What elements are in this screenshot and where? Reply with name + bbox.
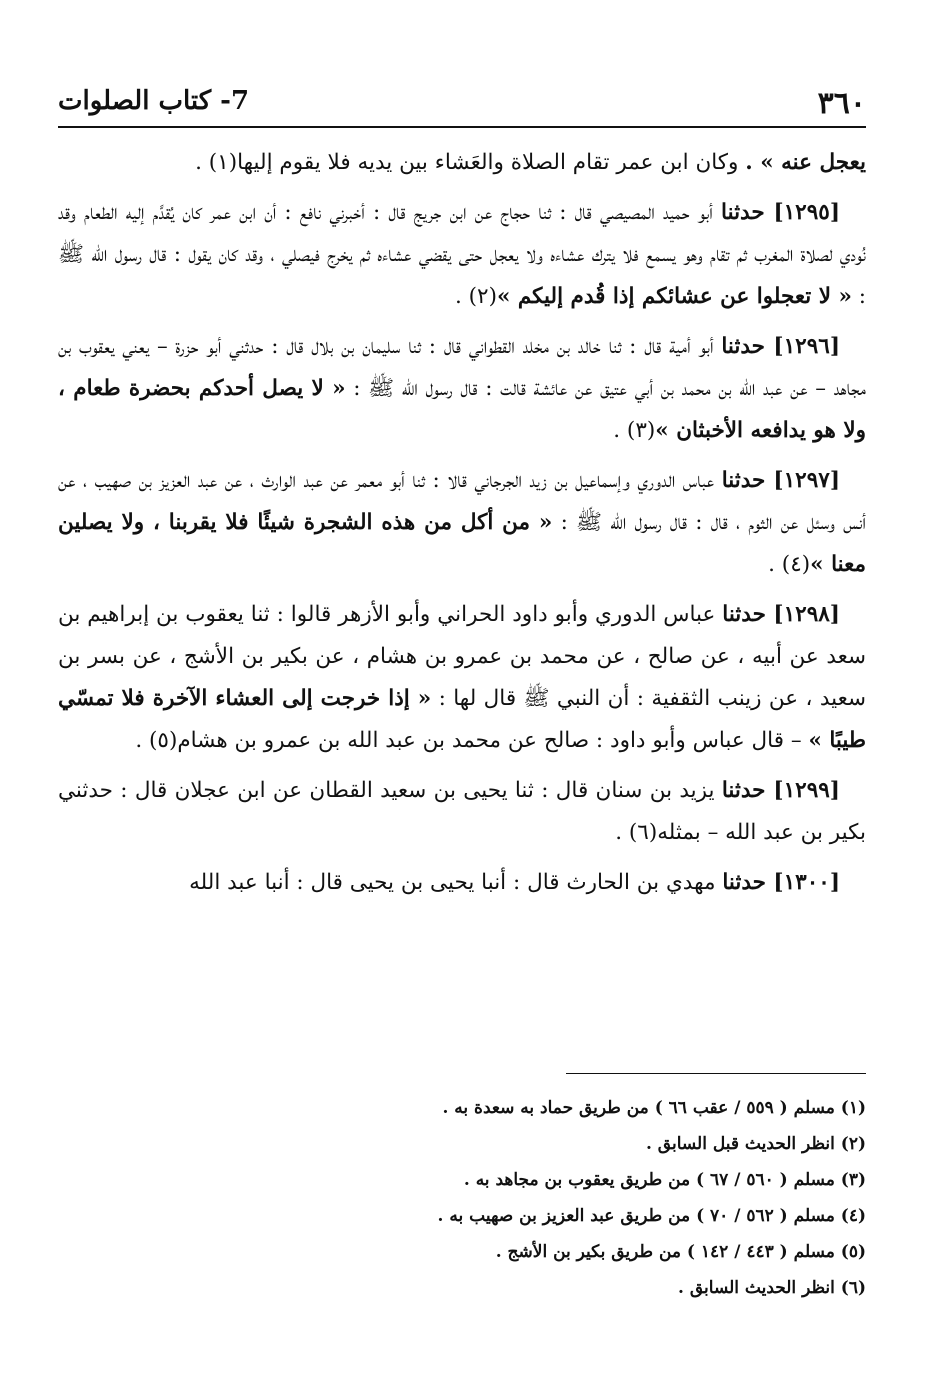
hadith-text: عباس الدوري وإسماعيل بن زيد الجرجاني قالا : ثنا أبو معمر عن عبد الوارث ، عن عبد العزيز بن صهيب ، عن أنس وسئل عن الثوم ، قال : قال رسول الله ﷺ : <box>58 468 866 535</box>
hadith-quote: « لا يصل أحدكم بحضرة طعام ، ولا هو يدافعه الأخبثان » <box>58 376 866 443</box>
hadith-number: [١٣٠٠] <box>773 870 840 895</box>
page-header <box>58 80 866 128</box>
hadith-opener: حدثنا <box>721 468 774 493</box>
hadith-tail: – قال عباس وأبو داود : صالح عن محمد بن عبد الله بن عمرو بن هشام(٥) . <box>135 728 809 753</box>
hadith-tail: (٣) . <box>613 418 656 443</box>
hadith-opener: حدثنا <box>721 200 774 225</box>
hadith-text: أبو أمية قال : ثنا خالد بن مخلد القطواني قال : ثنا سليمان بن بلال قال : حدثني أبو حزرة – يعني يعقوب بن مجاهد – عن عبد الله بن محمد بن أبي عتيق عن عائشة قالت : قال رسول الله ﷺ : <box>58 334 866 401</box>
hadith-quote: « إذا خرجت إلى العشاء الآخرة فلا تمسّي طيبًا » <box>58 686 866 753</box>
hadith-opener: حدثنا <box>721 778 774 803</box>
hadith-1297 <box>58 460 866 586</box>
hadith-opener: حدثنا <box>721 334 774 359</box>
paragraph-continuation <box>58 142 866 184</box>
hadith-1298 <box>58 594 866 762</box>
hadith-text: مهدي بن الحارث قال : أنبا يحيى بن يحيى قال : أنبا عبد الله <box>189 870 723 895</box>
hadith-text: عباس الدوري وأبو داود الحراني وأبو الأزهر قالوا : ثنا يعقوب بن إبراهيم بن سعد عن أبيه ، عن صالح ، عن محمد بن عمرو بن هشام ، عن بكير بن الأشج ، عن بسر بن سعيد ، عن زينب الثقفية : أن النبي ﷺ قال لها : <box>58 602 866 711</box>
hadith-1296 <box>58 326 866 452</box>
hadith-opener: حدثنا <box>722 870 774 895</box>
footnote-2: (٢) انظر الحديث قبل السابق . <box>645 1134 866 1154</box>
footnotes <box>58 1090 866 1306</box>
hadith-text: يزيد بن سنان قال : ثنا يحيى بن سعيد القطان عن ابن عجلان قال : حدثني بكير بن عبد الله – بمثله(٦) . <box>58 778 866 845</box>
paragraph-text: وكان ابن عمر تقام الصلاة والعَشاء بين يديه فلا يقوم إليها(١) . <box>195 150 746 175</box>
hadith-1299 <box>58 770 866 854</box>
book-page <box>58 80 866 1298</box>
hadith-quote: « من أكل من هذه الشجرة شيئًا فلا يقربنا ، ولا يصلين معنا » <box>58 510 866 577</box>
hadith-number: [١٢٩٥] <box>773 200 841 225</box>
footnote-1: (١) مسلم ( ٥٥٩ / عقب ٦٦ ) من طريق حماد به سعدة به . <box>442 1098 866 1118</box>
footnote-6: (٦) انظر الحديث السابق . <box>678 1278 866 1298</box>
hadith-quote: « لا تعجلوا عن عشائكم إذا قُدم إليكم » <box>496 284 852 309</box>
hadith-opener: حدثنا <box>722 602 774 627</box>
hadith-tail: (٢) . <box>454 284 497 309</box>
hadith-1295 <box>58 192 866 318</box>
hadith-number: [١٢٩٦] <box>773 334 840 359</box>
footnote-3: (٣) مسلم ( ٥٦٠ / ٦٧ ) من طريق يعقوب بن مجاهد به . <box>463 1170 866 1190</box>
paragraph-lead: يعجل عنه » . <box>745 150 866 175</box>
footnote-divider <box>566 1073 866 1074</box>
footnote-4: (٤) مسلم ( ٥٦٢ / ٧٠ ) من طريق عبد العزيز بن صهيب به . <box>437 1206 866 1226</box>
hadith-1300 <box>58 862 866 904</box>
hadith-number: [١٢٩٨] <box>773 602 840 627</box>
hadith-tail: (٤) . <box>768 552 811 577</box>
footnote-5: (٥) مسلم ( ٤٤٣ / ١٤٢ ) من طريق بكير بن الأشج . <box>495 1242 866 1262</box>
main-text <box>58 142 866 904</box>
hadith-number: [١٢٩٧] <box>773 468 840 493</box>
hadith-text: أبو حميد المصيصي قال : ثنا حجاج عن ابن جريج قال : أخبرني نافع : أن ابن عمر كان يُقدَّم إليه الطعام وقد نُودي لصلاة المغرب ثم تقام وهو يسمع فلا يترك عشاءه ولا يعجل حتى يقضي عشاءه ثم يخرج فيصلي ، وقد كان يقول : قال رسول الله ﷺ : <box>58 200 866 309</box>
chapter-title: 7- كتاب الصلوات <box>58 86 250 116</box>
hadith-number: [١٢٩٩] <box>773 778 840 803</box>
page-number: ٣٦٠ <box>817 86 866 121</box>
